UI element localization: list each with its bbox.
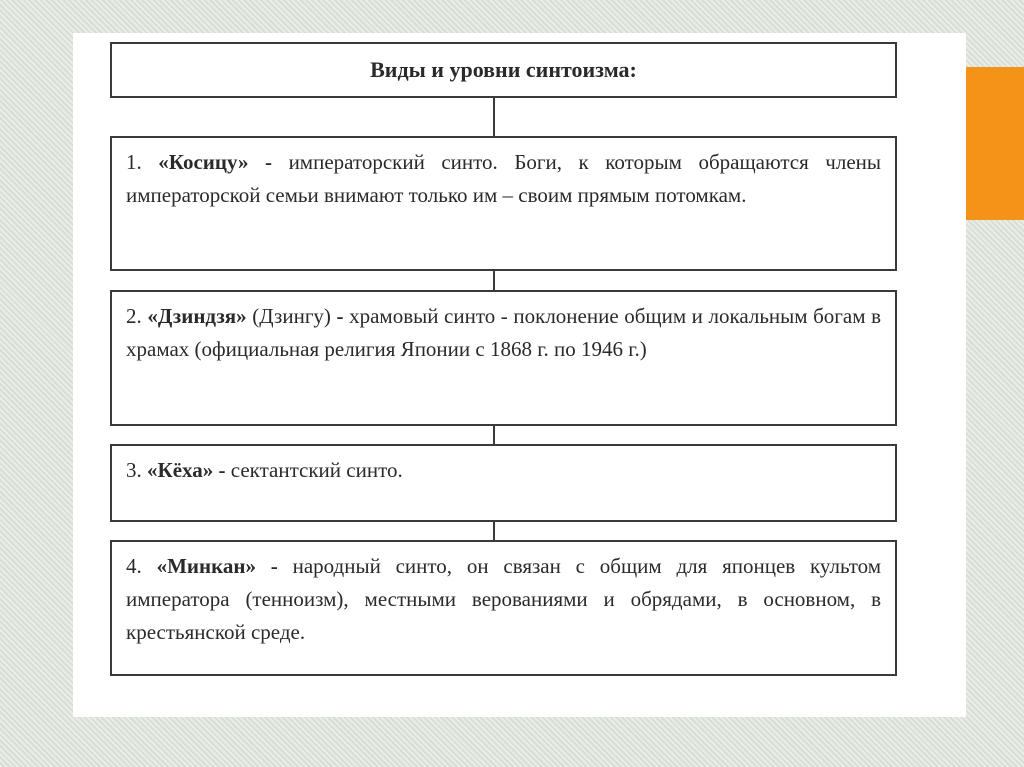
item-description: храмовый синто - поклонение общим и локальным богам в храмах (официальная религия Японии с 1868 г. по 1946 г.) <box>126 304 882 361</box>
connector-line <box>493 98 495 136</box>
connector-line <box>493 271 495 290</box>
diagram-title: Виды и уровни синтоизма: <box>370 57 637 82</box>
item-description: сектантский синто. <box>230 458 403 482</box>
item-term: «Минкан» - <box>156 554 278 578</box>
item-alt-name: (Дзингу) <box>252 304 331 328</box>
item-description: народный синто, он связан с общим для японцев культом императора (тенноизм), местными верованиями и обрядами, в основном, в крестьянской среде. <box>126 554 882 644</box>
item-number: 3. <box>126 458 142 482</box>
shinto-type-box-4 <box>110 540 897 676</box>
item-dash: - <box>336 304 344 328</box>
diagram-title-box <box>110 42 897 98</box>
shinto-type-box-1 <box>110 136 897 271</box>
item-number: 2. <box>126 304 142 328</box>
item-number: 1. <box>126 150 142 174</box>
shinto-type-box-2 <box>110 290 897 426</box>
item-term: «Косицу» - <box>158 150 273 174</box>
orange-accent-bar <box>966 67 1024 220</box>
item-number: 4. <box>126 554 142 578</box>
item-description: императорский синто. Боги, к которым обращаются члены императорской семьи внимают только им – своим прямым потомкам. <box>126 150 882 207</box>
item-term: «Кёха» - <box>147 458 226 482</box>
connector-line <box>493 426 495 444</box>
item-term: «Дзиндзя» <box>147 304 247 328</box>
shinto-type-box-3 <box>110 444 897 522</box>
connector-line <box>493 522 495 540</box>
